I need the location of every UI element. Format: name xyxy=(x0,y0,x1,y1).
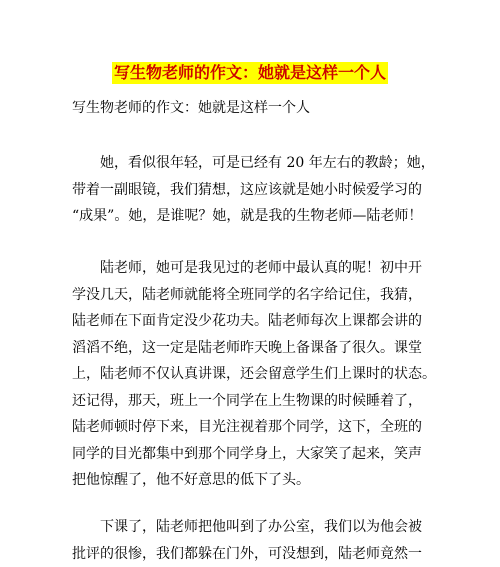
paragraph-line: 批评的很惨，我们都躲在门外，可没想到，陆老师竟然一 xyxy=(72,541,424,567)
paragraph-line: 陆老师，她可是我见过的老师中最认真的呢！初中开 xyxy=(72,255,424,282)
title-container xyxy=(0,62,500,84)
paragraph-line: 带着一副眼镜，我们猜想，这应该就是她小时候爱学习的 xyxy=(72,177,424,204)
paragraph-2 xyxy=(72,255,424,494)
document-title: 写生物老师的作文：她就是这样一个人 xyxy=(112,62,388,84)
document-subtitle: 写生物老师的作文：她就是这样一个人 xyxy=(72,98,310,118)
paragraph-3 xyxy=(72,514,424,567)
paragraph-1 xyxy=(72,150,424,230)
paragraph-line: 把他惊醒了，他不好意思的低下了头。 xyxy=(72,467,424,494)
paragraph-line: 她，看似很年轻，可是已经有 20 年左右的教龄；她， xyxy=(72,150,424,177)
paragraph-line: 还记得，那天，班上一个同学在上生物课的时候睡着了， xyxy=(72,388,424,415)
paragraph-line: 陆老师顿时停下来，目光注视着那个同学，这下，全班的 xyxy=(72,414,424,441)
paragraph-line: 上，陆老师不仅认真讲课，还会留意学生们上课时的状态。 xyxy=(72,361,424,388)
paragraph-line: 学没几天，陆老师就能将全班同学的名字给记住，我猜， xyxy=(72,282,424,309)
paragraph-line: 下课了，陆老师把他叫到了办公室，我们以为他会被 xyxy=(72,514,424,541)
paragraph-line: 滔滔不绝，这一定是陆老师昨天晚上备课备了很久。课堂 xyxy=(72,335,424,362)
paragraph-line: 同学的目光都集中到那个同学身上，大家笑了起来，笑声 xyxy=(72,441,424,468)
paragraph-line: 陆老师在下面肯定没少花功夫。陆老师每次上课都会讲的 xyxy=(72,308,424,335)
paragraph-line: “成果”。她，是谁呢？她，就是我的生物老师—陆老师！ xyxy=(72,203,424,230)
